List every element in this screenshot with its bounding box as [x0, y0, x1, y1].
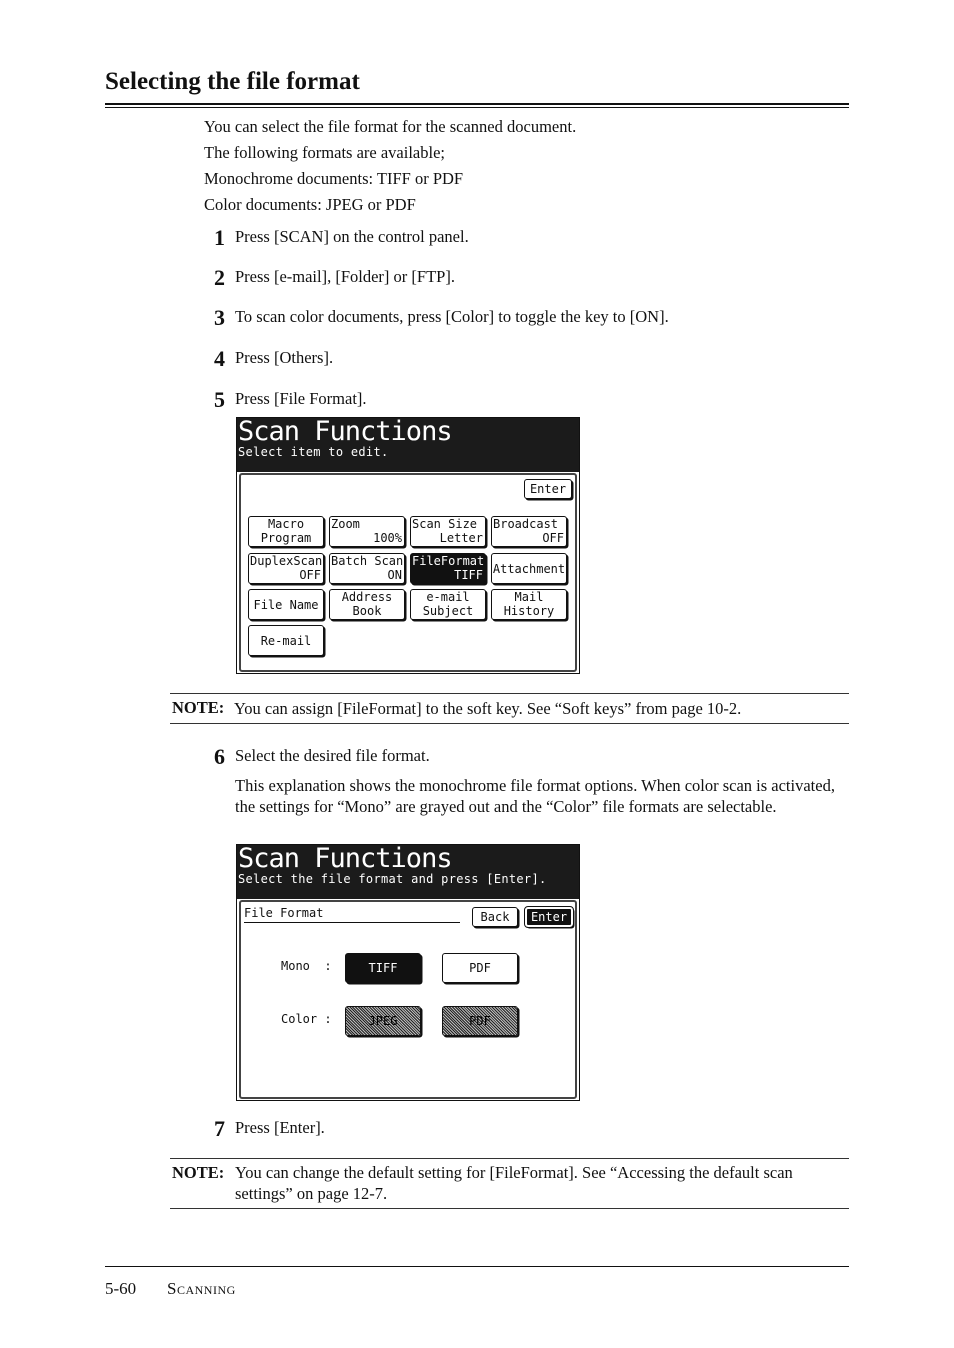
- note-label: NOTE:: [172, 698, 225, 717]
- step-number: 3: [214, 305, 225, 330]
- button-value: OFF: [299, 568, 321, 582]
- file-format-button[interactable]: [410, 553, 486, 584]
- button-label: File Name: [253, 597, 319, 612]
- button-label: Attachment: [492, 561, 566, 576]
- intro-line: Monochrome documents: TIFF or PDF: [204, 169, 464, 188]
- step-text: To scan color documents, press [Color] to toggle the key to [ON].: [235, 307, 669, 326]
- step-text: Press [Enter].: [235, 1118, 325, 1137]
- intro-line: You can select the file format for the scanned document.: [204, 117, 577, 136]
- step-text: Press [SCAN] on the control panel.: [235, 227, 469, 246]
- title-rule-thin: [105, 107, 849, 108]
- button-value: OFF: [542, 531, 564, 545]
- screen-title: Scan Functions: [238, 416, 452, 447]
- file-name-button[interactable]: [248, 589, 324, 620]
- step-number: 2: [214, 265, 225, 290]
- screen-header: [237, 418, 579, 472]
- scan-functions-screen: [236, 417, 580, 674]
- button-value: Letter: [439, 531, 483, 545]
- button-value: 100%: [373, 531, 402, 545]
- button-value: ON: [387, 568, 402, 582]
- screen-title: Scan Functions: [238, 843, 452, 874]
- color-label: Color :: [281, 1012, 332, 1026]
- step-number: 5: [214, 387, 225, 412]
- step-number: 7: [214, 1116, 225, 1141]
- button-label: FileFormat: [412, 554, 485, 568]
- email-subject-button[interactable]: [410, 589, 486, 620]
- step-explanation: This explanation shows the monochrome file format options. When color scan is activated, the settings for “Mono” are grayed out and the “Color” file formats are selectable.: [235, 776, 835, 816]
- note-rule-top: [170, 1158, 849, 1159]
- intro-line: Color documents: JPEG or PDF: [204, 195, 416, 214]
- option-label: JPEG: [368, 1014, 398, 1028]
- mono-tiff-button[interactable]: [345, 953, 421, 983]
- color-pdf-button: [442, 1006, 518, 1036]
- screen-panel: [239, 900, 577, 1099]
- mono-label: Mono :: [281, 959, 332, 973]
- attachment-button[interactable]: [491, 553, 567, 584]
- enter-button[interactable]: [524, 479, 572, 499]
- scan-size-button[interactable]: [410, 516, 486, 547]
- button-label: Book: [352, 604, 382, 618]
- button-label: Zoom: [331, 517, 360, 531]
- note-text: You can change the default setting for [FileFormat]. See “Accessing the default scan settings” on page 12-7.: [235, 1163, 793, 1203]
- option-label: PDF: [469, 1014, 491, 1028]
- enter-button[interactable]: [525, 907, 573, 927]
- button-label: Broadcast: [493, 517, 559, 531]
- note-rule-bottom: [170, 723, 849, 724]
- enter-label: Enter: [530, 910, 568, 924]
- step-text: Press [Others].: [235, 348, 334, 367]
- step-text: Select the desired file format.: [235, 746, 430, 765]
- mail-history-button[interactable]: [491, 589, 567, 620]
- button-label: Address: [341, 590, 393, 604]
- intro-line: The following formats are available;: [204, 143, 445, 162]
- file-format-field: File Format: [244, 906, 460, 923]
- note-rule-top: [170, 693, 849, 694]
- intro-text: [204, 114, 576, 218]
- button-label: Scan Size: [412, 517, 478, 531]
- note-rule-bottom: [170, 1208, 849, 1209]
- option-label: PDF: [469, 961, 491, 975]
- title-rule: [105, 103, 849, 105]
- screen-panel: [239, 473, 577, 672]
- duplex-scan-button[interactable]: [248, 553, 324, 584]
- mono-pdf-button[interactable]: [442, 953, 518, 983]
- color-jpeg-button: [345, 1006, 421, 1036]
- screen-subtitle: Select the file format and press [Enter].: [238, 872, 547, 886]
- note-label: NOTE:: [172, 1163, 225, 1182]
- zoom-button[interactable]: [329, 516, 405, 547]
- back-button[interactable]: [472, 907, 518, 927]
- footer-rule: [105, 1266, 849, 1267]
- page-number: 5-60: [105, 1279, 137, 1298]
- button-label: Subject: [422, 604, 474, 618]
- address-book-button[interactable]: [329, 589, 405, 620]
- macro-program-button[interactable]: [248, 516, 324, 547]
- batch-scan-button[interactable]: [329, 553, 405, 584]
- re-mail-button[interactable]: [248, 625, 324, 656]
- file-format-screen: [236, 844, 580, 1101]
- chapter-name: Scanning: [167, 1279, 236, 1298]
- section-title: Selecting the file format: [105, 68, 360, 95]
- button-label: Program: [260, 531, 312, 545]
- button-label: Re-mail: [260, 633, 312, 648]
- step-number: 6: [214, 744, 225, 769]
- step-text: Press [e-mail], [Folder] or [FTP].: [235, 267, 455, 286]
- note-text: You can assign [FileFormat] to the soft key. See “Soft keys” from page 10-2.: [234, 699, 742, 718]
- button-label: History: [503, 604, 555, 618]
- button-label: Macro: [267, 517, 305, 531]
- screen-subtitle: Select item to edit.: [238, 445, 389, 459]
- step-text: Press [File Format].: [235, 389, 367, 408]
- option-label: TIFF: [368, 961, 398, 975]
- screen-header: [237, 845, 579, 899]
- step-number: 4: [214, 346, 225, 371]
- step-number: 1: [214, 225, 225, 250]
- enter-label: Enter: [529, 482, 567, 496]
- broadcast-button[interactable]: [491, 516, 567, 547]
- button-value: TIFF: [454, 568, 483, 582]
- button-label: Batch Scan: [331, 554, 404, 568]
- button-label: e-mail: [426, 590, 470, 604]
- button-label: Mail: [514, 590, 544, 604]
- back-label: Back: [480, 910, 510, 924]
- button-label: DuplexScan: [250, 554, 323, 568]
